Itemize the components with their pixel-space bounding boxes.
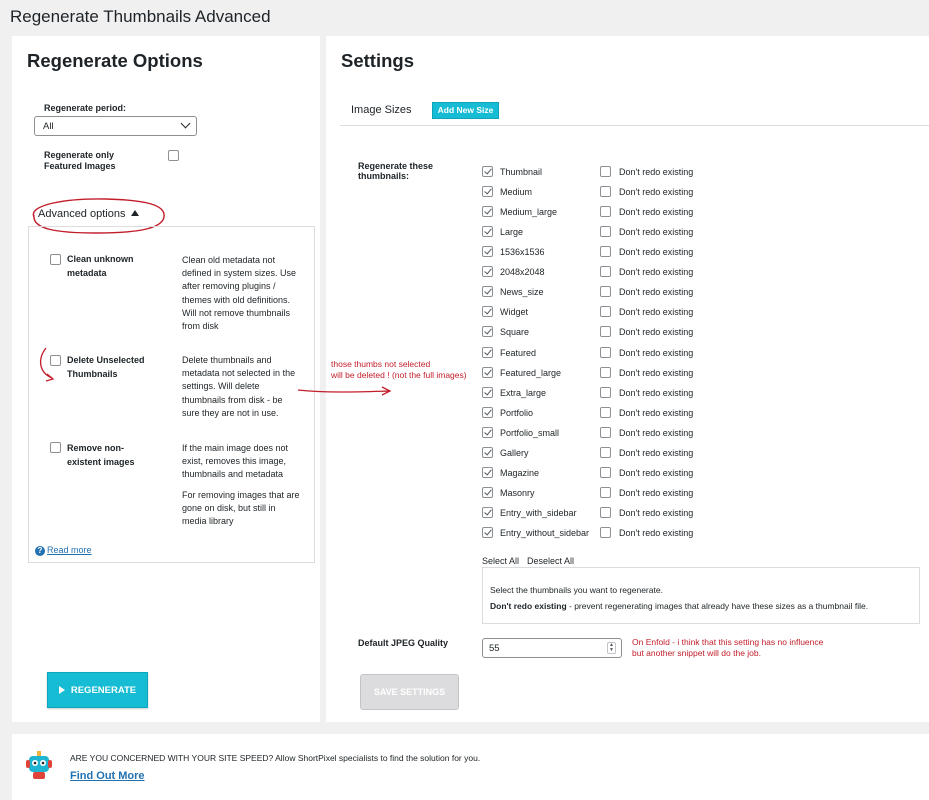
select-links (482, 556, 582, 566)
dont-redo-checkbox[interactable] (600, 387, 611, 398)
size-label: Widget (500, 307, 529, 317)
dont-redo-checkbox[interactable] (600, 427, 611, 438)
size-label: Featured_large (500, 368, 562, 378)
size-label: News_size (500, 287, 544, 297)
size-label: Thumbnail (500, 167, 543, 177)
annotation-thumbs-note: those thumbs not selected will be deleted ! (not the full images) (331, 359, 467, 380)
size-label: Entry_without_sidebar (500, 528, 590, 538)
dont-redo-label: Don't redo existing (619, 428, 694, 438)
annotation-curved-arrow (36, 344, 62, 384)
delete-unselected-desc: Delete thumbnails and metadata not selected in the settings. Will delete thumbnails from disk - be sure they are not in use. (182, 355, 296, 418)
help-icon: ? (35, 546, 45, 556)
dont-redo-label: Don't redo existing (619, 388, 694, 398)
dont-redo-checkbox[interactable] (600, 286, 611, 297)
size-label: 1536x1536 (500, 247, 545, 257)
dont-redo-label: Don't redo existing (619, 247, 694, 257)
jpeg-quality-label: Default JPEG Quality (358, 638, 449, 648)
regenerate-options-heading: Regenerate Options (27, 50, 203, 71)
dont-redo-label: Don't redo existing (619, 327, 694, 337)
size-checkbox[interactable] (482, 507, 493, 518)
size-checkbox[interactable] (482, 527, 493, 538)
footer-banner (12, 734, 929, 800)
dont-redo-label: Don't redo existing (619, 448, 694, 458)
remove-nonexistent-desc: If the main image does not exist, removes this image, thumbnails and metadata (182, 443, 289, 480)
dont-redo-checkbox[interactable] (600, 527, 611, 538)
size-label: Extra_large (500, 388, 547, 398)
period-select[interactable] (34, 116, 197, 136)
chevron-down-icon (181, 119, 191, 129)
dont-redo-checkbox[interactable] (600, 507, 611, 518)
dont-redo-checkbox[interactable] (600, 306, 611, 317)
play-icon (59, 686, 65, 694)
featured-only-checkbox[interactable] (168, 150, 179, 161)
size-checkbox[interactable] (482, 266, 493, 277)
clean-metadata-checkbox[interactable] (50, 254, 61, 265)
jpeg-quality-input[interactable]: 55 ▲ ▼ (482, 638, 622, 658)
tab-image-sizes[interactable]: Image Sizes (351, 104, 412, 116)
info-box (482, 567, 920, 624)
annotation-enfold-note: On Enfold - i think that this setting has no influence but another snippet will do the job. (632, 637, 824, 658)
dont-redo-checkbox[interactable] (600, 347, 611, 358)
size-checkbox[interactable] (482, 407, 493, 418)
dont-redo-checkbox[interactable] (600, 186, 611, 197)
dont-redo-label: Don't redo existing (619, 207, 694, 217)
period-label: Regenerate period: (44, 103, 127, 113)
dont-redo-label: Don't redo existing (619, 227, 694, 237)
period-select-value: All (43, 121, 54, 132)
size-label: Portfolio_small (500, 428, 560, 438)
size-label: Masonry (500, 488, 535, 498)
dont-redo-checkbox[interactable] (600, 246, 611, 257)
dont-redo-checkbox[interactable] (600, 367, 611, 378)
size-label: Entry_with_sidebar (500, 508, 577, 518)
size-checkbox[interactable] (482, 186, 493, 197)
dont-redo-checkbox[interactable] (600, 467, 611, 478)
size-checkbox[interactable] (482, 447, 493, 458)
read-more-link[interactable]: ? Read more (35, 545, 92, 556)
dont-redo-label: Don't redo existing (619, 348, 694, 358)
info-line-1: Select the thumbnails you want to regenerate. (490, 585, 663, 595)
dont-redo-label: Don't redo existing (619, 267, 694, 277)
dont-redo-checkbox[interactable] (600, 326, 611, 337)
size-label: Magazine (500, 468, 540, 478)
size-label: 2048x2048 (500, 267, 545, 277)
find-out-more-link[interactable]: Find Out More (70, 770, 145, 782)
size-label: Featured (500, 348, 537, 358)
dont-redo-checkbox[interactable] (600, 407, 611, 418)
dont-redo-label: Don't redo existing (619, 508, 694, 518)
dont-redo-label: Don't redo existing (619, 287, 694, 297)
select-all-link[interactable]: Select All (482, 556, 520, 566)
dont-redo-label: Don't redo existing (619, 307, 694, 317)
clean-metadata-title: Clean unknown metadata (67, 254, 134, 278)
dont-redo-label: Don't redo existing (619, 488, 694, 498)
settings-heading: Settings (341, 50, 414, 71)
advanced-options-label: Advanced options (38, 208, 126, 220)
size-checkbox[interactable] (482, 246, 493, 257)
dont-redo-label: Don't redo existing (619, 187, 694, 197)
dont-redo-checkbox[interactable] (600, 226, 611, 237)
size-checkbox[interactable] (482, 427, 493, 438)
dont-redo-label: Don't redo existing (619, 468, 694, 478)
size-checkbox[interactable] (482, 347, 493, 358)
featured-only-label: Regenerate only Featured Images (44, 150, 116, 171)
dont-redo-label: Don't redo existing (619, 368, 694, 378)
size-checkbox[interactable] (482, 226, 493, 237)
dont-redo-checkbox[interactable] (600, 166, 611, 177)
regenerate-button[interactable]: REGENERATE (47, 672, 148, 708)
size-label: Gallery (500, 448, 529, 458)
size-checkbox[interactable] (482, 367, 493, 378)
dont-redo-label: Don't redo existing (619, 528, 694, 538)
save-settings-button[interactable]: SAVE SETTINGS (360, 674, 459, 710)
size-checkbox[interactable] (482, 306, 493, 317)
size-checkbox[interactable] (482, 326, 493, 337)
shortpixel-robot-icon (24, 750, 54, 782)
deselect-all-link[interactable]: Deselect All (527, 556, 575, 566)
size-label: Portfolio (500, 408, 534, 418)
dont-redo-label: Don't redo existing (619, 167, 694, 177)
size-checkbox[interactable] (482, 206, 493, 217)
clean-metadata-desc: Clean old metadata not defined in system sizes. Use after removing plugins / themes with old definitions. Will not remove thumbnails from disk (182, 255, 297, 332)
size-checkbox[interactable] (482, 286, 493, 297)
size-checkbox[interactable] (482, 467, 493, 478)
size-label: Medium (500, 187, 533, 197)
remove-nonexistent-title: Remove non- existent images (67, 443, 135, 467)
regen-thumbnails-label: Regenerate these thumbnails: (358, 161, 434, 181)
size-checkbox[interactable] (482, 487, 493, 498)
size-label: Square (500, 327, 530, 337)
annotation-arrow (296, 384, 394, 398)
size-label: Medium_large (500, 207, 558, 217)
size-checkbox[interactable] (482, 387, 493, 398)
tabs-divider (340, 125, 929, 126)
info-line-2: Don't redo existing - prevent regenerating images that already have these sizes as a thumbnail file. (490, 601, 869, 611)
dont-redo-label: Don't redo existing (619, 408, 694, 418)
dont-redo-checkbox[interactable] (600, 206, 611, 217)
remove-nonexistent-checkbox[interactable] (50, 442, 61, 453)
page-title: Regenerate Thumbnails Advanced (10, 7, 271, 26)
remove-nonexistent-desc-2: For removing images that are gone on disk, but still in media library (182, 490, 300, 527)
dont-redo-checkbox[interactable] (600, 447, 611, 458)
size-checkbox[interactable] (482, 166, 493, 177)
dont-redo-checkbox[interactable] (600, 266, 611, 277)
size-label: Large (500, 227, 524, 237)
dont-redo-checkbox[interactable] (600, 487, 611, 498)
footer-text: ARE YOU CONCERNED WITH YOUR SITE SPEED? Allow ShortPixel specialists to find the solution for you. (70, 753, 481, 763)
add-new-size-button[interactable]: Add New Size (432, 102, 499, 119)
spinner-icon[interactable]: ▲ ▼ (607, 642, 616, 654)
delete-unselected-title: Delete Unselected Thumbnails (67, 355, 145, 379)
